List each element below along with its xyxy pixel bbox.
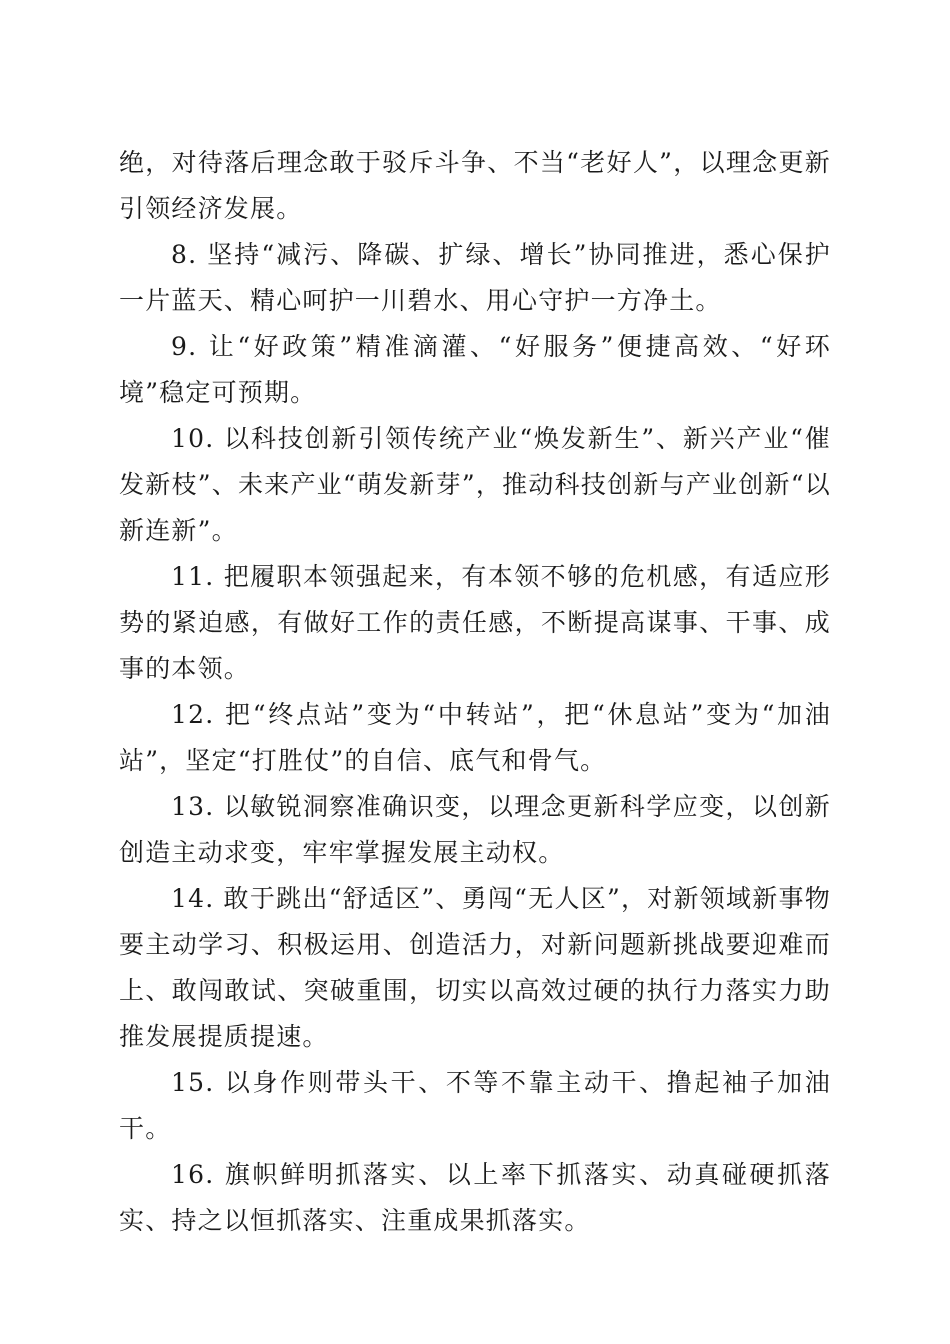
document-body	[119, 140, 831, 1244]
paragraph-continuation: 绝，对待落后理念敢于驳斥斗争、不当“老好人”，以理念更新引领经济发展。	[119, 148, 831, 223]
paragraph-item-11: 11. 把履职本领强起来，有本领不够的危机感，有适应形势的紧迫感，有做好工作的责任感，不断提高谋事、干事、成事的本领。	[119, 562, 831, 683]
paragraph-item-8: 8. 坚持“减污、降碳、扩绿、增长”协同推进，悉心保护一片蓝天、精心呵护一川碧水、用心守护一方净土。	[119, 240, 831, 315]
paragraph-item-14: 14. 敢于跳出“舒适区”、勇闯“无人区”，对新领域新事物要主动学习、积极运用、创造活力，对新问题新挑战要迎难而上、敢闯敢试、突破重围，切实以高效过硬的执行力落实力助推发展提质提速。	[119, 884, 831, 1051]
paragraph-item-15: 15. 以身作则带头干、不等不靠主动干、撸起袖子加油干。	[119, 1068, 831, 1143]
paragraph-item-16: 16. 旗帜鲜明抓落实、以上率下抓落实、动真碰硬抓落实、持之以恒抓落实、注重成果抓落实。	[119, 1160, 831, 1235]
paragraph-item-10: 10. 以科技创新引领传统产业“焕发新生”、新兴产业“催发新枝”、未来产业“萌发新芽”，推动科技创新与产业创新“以新连新”。	[119, 424, 831, 545]
paragraph-item-12: 12. 把“终点站”变为“中转站”，把“休息站”变为“加油站”，坚定“打胜仗”的自信、底气和骨气。	[119, 700, 831, 775]
paragraph-item-9: 9. 让“好政策”精准滴灌、“好服务”便捷高效、“好环境”稳定可预期。	[119, 332, 831, 407]
paragraph-item-13: 13. 以敏锐洞察准确识变，以理念更新科学应变，以创新创造主动求变，牢牢掌握发展主动权。	[119, 792, 831, 867]
